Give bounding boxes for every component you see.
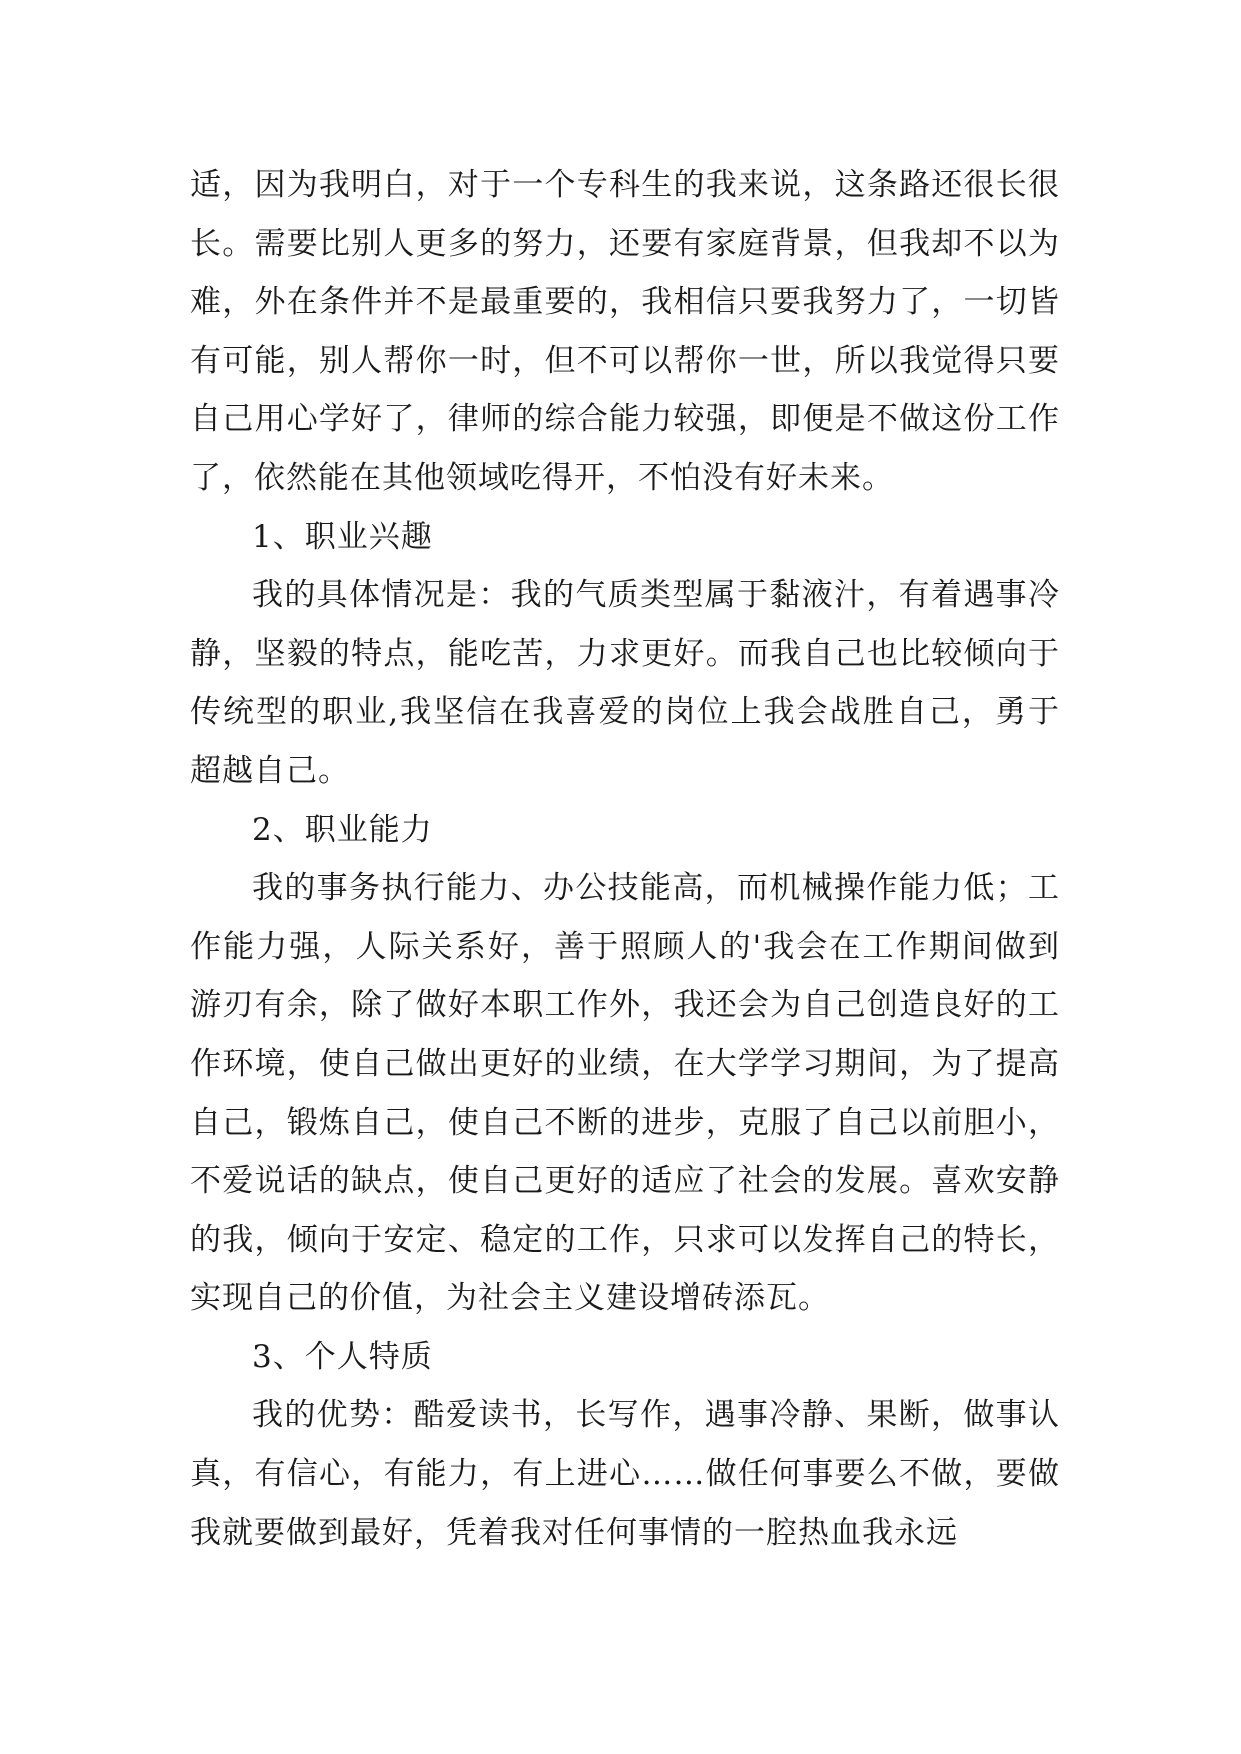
section-heading-career-ability: 2、职业能力: [252, 811, 433, 848]
body-paragraph: 适，因为我明白，对于一个专科生的我来说，这条路还很长很长。需要比别人更多的努力，还要有家庭背景，但我却不以为难，外在条件并不是最重要的，我相信只要我努力了，一切皆有可能，别人帮你一时，但不可以帮你一世，所以我觉得只要自己用心学好了，律师的综合能力较强，即便是不做这份工作了，依然能在其他领域吃得开，不怕没有好未来。: [190, 167, 1060, 496]
section-heading-personal-traits: 3、个人特质: [252, 1338, 433, 1375]
section-heading-career-interest: 1、职业兴趣: [252, 518, 433, 555]
document-body: [190, 156, 1060, 1562]
body-paragraph: 我的事务执行能力、办公技能高，而机械操作能力低；工作能力强，人际关系好，善于照顾人的'我会在工作期间做到游刃有余，除了做好本职工作外，我还会为自己创造良好的工作环境，使自己做出更好的业绩，在大学学习期间，为了提高自己，锻炼自己，使自己不断的进步，克服了自己以前胆小，不爱说话的缺点，使自己更好的适应了社会的发展。喜欢安静的我，倾向于安定、稳定的工作，只求可以发挥自己的特长，实现自己的价值，为社会主义建设增砖添瓦。: [190, 870, 1060, 1317]
body-paragraph: 我的具体情况是：我的气质类型属于黏液汁，有着遇事冷静，坚毅的特点，能吃苦，力求更好。而我自己也比较倾向于传统型的职业,我坚信在我喜爱的岗位上我会战胜自己，勇于超越自己。: [190, 577, 1060, 789]
body-paragraph: 我的优势：酷爱读书，长写作，遇事冷静、果断，做事认真，有信心，有能力，有上进心……做任何事要么不做，要做我就要做到最好，凭着我对任何事情的一腔热血我永远: [190, 1397, 1060, 1551]
